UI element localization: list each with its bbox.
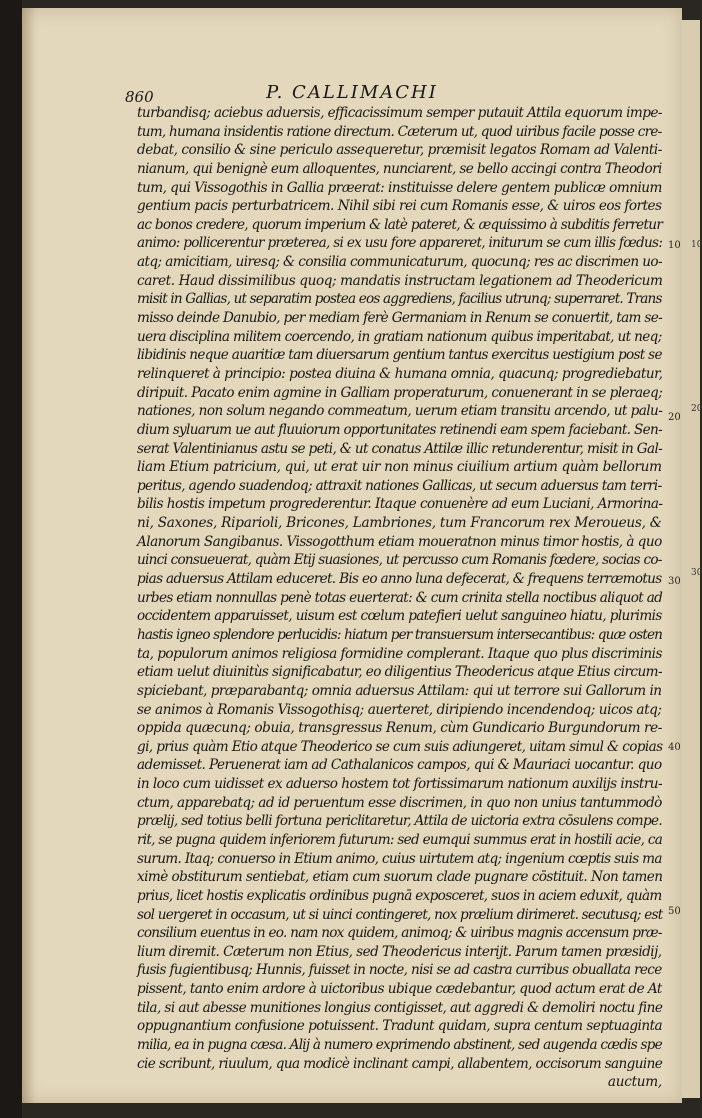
text-line: ximè obstiturum sentiebat, etiam cum suorum clade pugnare cōstituit. Non tamen xyxy=(137,869,663,886)
next-page-margin-number: 30 xyxy=(691,568,702,578)
book-spine-edge xyxy=(0,0,22,1118)
text-line: prælij, sed totius belli fortuna periclitaretur, Attila de uictoria extra cōsulens compe. xyxy=(137,813,663,830)
next-page-edge xyxy=(682,20,700,1098)
margin-line-number: 10 xyxy=(668,240,681,251)
text-line: etiam uelut diuinitùs significabatur, eo diligentius Theodericus atque Etius circum- xyxy=(137,664,662,681)
text-line: Alanorum Sangibanus. Vissogotthum etiam moueratnon minus timor hostis, à quo xyxy=(137,533,662,550)
text-line: relinqueret à principio: postea diuina & humana omnia, quacunq; progrediebatur, xyxy=(137,365,663,382)
text-line: liam Etium patricium, qui, ut erat uir non minus ciuilium artium quàm bellorum xyxy=(137,459,662,476)
text-line: fusis fugientibusq; Hunnis, fuisset in nocte, nisi se ad castra curribus obuallata rece xyxy=(137,962,662,979)
text-line: urbes etiam nonnullas penè totas euerterat: & cum crinita stella noctibus aliquot ad xyxy=(137,589,663,606)
text-line: diripuit. Pacato enim agmine in Galliam properaturum, conuenerant in se pleraeq; xyxy=(137,384,663,401)
body-text xyxy=(137,104,662,1092)
text-line: libidinis neque auaritiæ tam diuersarum gentium tantus exercitus uestigium post se xyxy=(137,347,662,364)
text-line: ac bonos credere, quorum imperium & latè pateret, & æquissimo à subditis ferretur xyxy=(137,216,663,233)
text-line: occidentem apparuisset, uisum est cœlum patefieri uelut sanguineo hiatu, plurimis xyxy=(137,608,662,625)
text-line: serat Valentinianus astu se peti, & ut conatus Attilæ illic retunderentur, misit in Gal- xyxy=(137,440,663,457)
text-line: dium syluarum ue aut fluuiorum opportunitates retinendi eam spem faciebant. Sen- xyxy=(137,421,663,438)
text-line: tum, humana insidentis ratione directum. Cæterum ut, quod uiribus facile posse cre- xyxy=(137,123,662,140)
text-line: bilis hostis impetum progrederentur. Itaque conuenère ad eum Luciani, Armorina- xyxy=(137,496,663,513)
text-line: ni, Saxones, Riparioli, Bricones, Lambriones, tum Francorum rex Meroueus, & xyxy=(137,515,662,532)
next-page-margin-number: 10 xyxy=(691,240,702,250)
text-line: animo: pollicerentur præterea, si ex usu fore appareret, initurum se cum illis fœdus: xyxy=(137,235,663,252)
margin-line-number: 20 xyxy=(668,412,681,423)
text-line: ta, populorum animos religiosa formidine complerant. Itaque quo plus discriminis xyxy=(137,645,662,662)
text-line: prius, licet hostis explicatis ordinibus pugnā exposceret, suos in aciem eduxit, quàm xyxy=(137,887,662,904)
text-line: in loco cum uidisset ex aduerso hostem tot fortissimarum nationum auxilijs instru- xyxy=(137,776,663,793)
text-line: misit in Gallias, ut separatim postea eos aggrediens, facilius utrunq; superraret. Trans xyxy=(137,291,662,308)
text-line: surum. Itaq; conuerso in Etium animo, cuius uirtutem atq; ingenium cœptis suis ma xyxy=(137,850,662,867)
text-line: nianum, qui benignè eum alloquentes, nunciarent, se bello accingi contra Theodori xyxy=(137,160,662,177)
text-line: pias aduersus Attilam educeret. Bis eo anno luna defecerat, & frequens terræmotus xyxy=(137,571,662,588)
text-line: uera disciplina militem coercendo, in gratiam nationum quibus imperitabat, ut neq; xyxy=(137,328,662,345)
margin-line-number: 30 xyxy=(668,576,681,587)
text-line: uinci consueuerat, quàm Etij suasiones, ut percusso cum Romanis fœdere, socias co- xyxy=(137,552,662,569)
text-line: tila, si aut abesse munitiones longius contigisset, aut aggredi & demoliri noctu fine xyxy=(137,999,663,1016)
text-line: pissent, tanto enim ardore à uictoribus ubique cædebantur, quod actum erat de At xyxy=(137,981,662,998)
text-line: rit, se pugna quidem inferiorem futurum: sed eumqui summus erat in hostili acie, ca xyxy=(137,831,663,848)
text-line: tum, qui Vissogothis in Gallia præerat: instituisse delere gentem publicæ omnium xyxy=(137,179,662,196)
text-line: hastis igneo splendore perlucidis: hiatum per transuersum intersecantibus: quæ osten xyxy=(137,626,663,643)
margin-line-number: 40 xyxy=(668,742,681,753)
text-line: cie scribunt, riuulum, qua modicè inclinant campi, allabentem, occisorum sanguine xyxy=(137,1055,663,1072)
text-line: consilium euentus in eo. nam nox quidem, animoq; & uiribus magnis accensum præ- xyxy=(137,925,662,942)
text-line: sol uergeret in occasum, ut si uinci contingeret, nox prælium dirimeret. secutusq; est xyxy=(137,906,663,923)
text-line: misso deinde Danubio, per mediam ferè Germaniam in Renum se conuertit, tam se- xyxy=(137,310,663,327)
text-line: atq; amicitiam, uiresq; & consilia communicaturum, quocunq; res ac discrimen uo- xyxy=(137,254,662,271)
text-line: oppida quæcunq; obuia, transgressus Renum, cùm Gundicario Burgundorum re- xyxy=(137,720,662,737)
page-gutter-shadow xyxy=(22,8,36,1103)
next-page-margin-number: 20 xyxy=(691,404,702,414)
text-line: spiciebant, præparabantq; omnia aduersus Attilam: qui ut terrore sui Gallorum in xyxy=(137,682,662,699)
text-line: oppugnantium confusione potuissent. Tradunt quidam, supra centum septuaginta xyxy=(137,1018,663,1035)
text-line: ademisset. Peruenerat iam ad Cathalanicos campos, qui & Mauriaci uocantur. quo xyxy=(137,757,662,774)
text-line: se animos à Romanis Vissogothisq; auerteret, diripiendo incendendoq; uicos atq; xyxy=(137,701,662,718)
text-line: turbandisq; aciebus aduersis, efficacissimum semper putauit Attila equorum impe- xyxy=(137,105,662,121)
text-line: milia, ea in pugna cæsa. Alij à numero exprimendo abstinent, sed augenda cædis spe xyxy=(137,1037,662,1054)
text-line: ctum, apparebatq; ad id peruentum esse discrimen, in quo non unius tantummodò xyxy=(137,794,662,811)
running-head: P. CALLIMACHI xyxy=(266,82,438,103)
text-line: nationes, non solum negando commeatum, uerum etiam transitu arcendo, ut palu- xyxy=(137,403,663,420)
text-line: gi, prius quàm Etio atque Theoderico se cum suis adiungeret, uitam simul & copias xyxy=(137,738,663,755)
text-line: peritus, agendo suadendoq; attraxit nationes Gallicas, ut secum aduersus tam terri- xyxy=(137,477,662,494)
book-page xyxy=(22,8,682,1103)
margin-line-number: 50 xyxy=(668,906,681,917)
text-line: gentium pacis perturbatricem. Nihil sibi rei cum Romanis esse, & uiros eos fortes xyxy=(137,198,662,215)
catchword: auctum, xyxy=(607,1074,662,1091)
page-number: 860 xyxy=(125,88,154,106)
text-line: debat, consilio & sine periculo assequeretur, præmisit legatos Romam ad Valenti- xyxy=(137,142,662,159)
text-line: caret. Haud dissimilibus quoq; mandatis instructam legationem ad Theodericum xyxy=(137,272,663,289)
text-line: lium diremit. Cæterum non Etius, sed Theodericus interijt. Parum tamen præsidij, xyxy=(137,943,662,960)
